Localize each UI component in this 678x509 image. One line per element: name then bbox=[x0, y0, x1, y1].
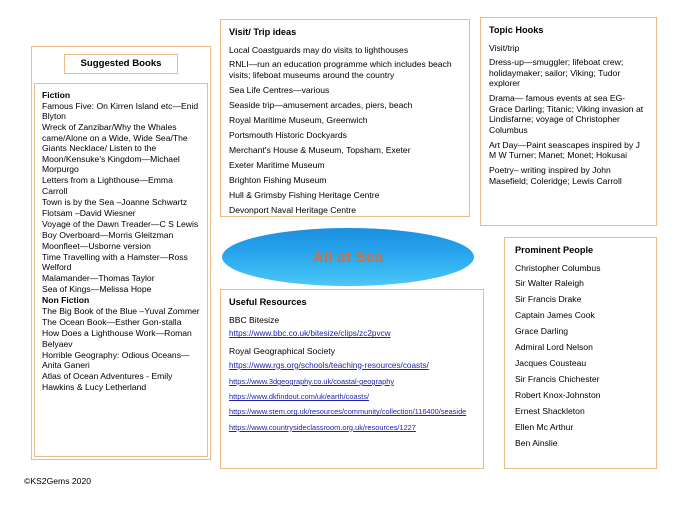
list-item: Sir Francis Drake bbox=[515, 294, 582, 305]
resource-label: BBC Bitesize bbox=[229, 314, 280, 325]
list-item: Seaside trip—amusement arcades, piers, beach bbox=[229, 99, 413, 110]
resource-link[interactable]: https://www.stem.org.uk/resources/community/collection/116400/seaside bbox=[229, 407, 467, 417]
list-item: Boy Overboard—Morris Gleitzman bbox=[42, 229, 174, 240]
list-item: Christopher Columbus bbox=[515, 262, 601, 273]
list-item: Merchant's House & Museum, Topsham, Exeter bbox=[229, 144, 411, 155]
list-item: Moonfleet—Usborne version bbox=[42, 240, 151, 251]
resource-link[interactable]: https://www.dkfindout.com/uk/earth/coasts/ bbox=[229, 392, 370, 402]
list-item: Devonport Naval Heritage Centre bbox=[229, 204, 357, 215]
list-item: Ernest Shackleton bbox=[515, 406, 585, 417]
list-item: Time Travelling with a Hamster—Ross Welford bbox=[42, 251, 188, 273]
list-item: Horrible Geography: Odious Oceans—Anita Ganeri bbox=[42, 349, 190, 371]
topic-hooks-title: Topic Hooks bbox=[489, 25, 544, 35]
list-item: Letters from a Lighthouse—Emma Carroll bbox=[42, 175, 173, 196]
list-item: Art Day—Paint seascapes inspired by J M W Turner; Manet; Monet; Hokusai bbox=[489, 139, 640, 161]
list-item: Flotsam –David Wiesner bbox=[42, 207, 136, 218]
list-item: Town is by the Sea –Joanne Schwartz bbox=[42, 196, 188, 207]
list-item: Sir Francis Chichester bbox=[515, 374, 600, 385]
copyright-footer: ©KS2Gems 2020 bbox=[24, 476, 92, 486]
list-item: Poetry– writing inspired by John Masefield; Coleridge; Lewis Carroll bbox=[489, 165, 622, 186]
list-item: Exeter Maritime Museum bbox=[229, 159, 325, 170]
list-item: Hull & Grimsby Fishing Heritage Centre bbox=[229, 189, 380, 200]
list-item: Brighton Fishing Museum bbox=[229, 174, 327, 185]
prominent-people-title: Prominent People bbox=[515, 245, 594, 255]
resource-label: Royal Geographical Society bbox=[229, 345, 336, 356]
list-item: Wreck of Zanzibar/Why the Whales came/Alone on a Wide, Wide Sea/The Giants Necklace/ Listen to the Moon/Kensuke's Kingdom—Michael Morpurgo bbox=[42, 122, 188, 175]
list-item: How Does a Lighthouse Work—Roman Belyaev bbox=[42, 328, 192, 349]
list-item: The Ocean Book—Esther Gon-stalla bbox=[42, 317, 182, 328]
non-fiction-section bbox=[42, 295, 200, 392]
list-item: Sir Walter Raleigh bbox=[515, 278, 584, 289]
visit-trip-ideas-box bbox=[220, 19, 470, 217]
resource-link[interactable]: https://www.3dgeography.co.uk/coastal-geography bbox=[229, 376, 395, 386]
useful-resources-box bbox=[220, 289, 484, 469]
list-item: Jacques Cousteau bbox=[515, 358, 587, 369]
list-item: Dress-up—smuggler; lifeboat crew; holidaymaker; sailor; Viking; Tudor explorer bbox=[489, 57, 624, 89]
list-item: Portsmouth Historic Dockyards bbox=[229, 129, 347, 140]
list-item: Drama— famous events at sea EG- Grace Darling; Titanic; Viking invasion at Lindisfarne; voyage of Christopher Columbus bbox=[489, 93, 644, 135]
list-item: Local Coastguards may do visits to lighthouses bbox=[229, 44, 409, 55]
visit-trip-title: Visit/ Trip ideas bbox=[229, 27, 297, 37]
list-item: The Big Book of the Blue –Yuval Zommer bbox=[42, 306, 200, 317]
center-topic-ellipse bbox=[222, 228, 474, 286]
list-item: Sea Life Centres—various bbox=[229, 84, 330, 95]
suggested-books-header bbox=[64, 54, 178, 74]
list-item: RNLI—run an education programme which includes beach visits; lifeboat museums around the country bbox=[229, 59, 452, 80]
list-item: Voyage of the Dawn Treader—C S Lewis bbox=[42, 218, 199, 229]
list-item: Visit/trip bbox=[489, 42, 520, 53]
non-fiction-heading: Non Fiction bbox=[42, 295, 90, 306]
list-item: Captain James Cook bbox=[515, 310, 595, 321]
list-item: Robert Knox-Johnston bbox=[515, 390, 601, 401]
suggested-books-list-box bbox=[34, 83, 208, 457]
list-item: Ellen Mc Arthur bbox=[515, 422, 574, 433]
resource-link[interactable]: https://www.rgs.org/schools/teaching-resources/coasts/ bbox=[229, 360, 429, 370]
list-item: Royal Maritime Museum, Greenwich bbox=[229, 114, 368, 125]
list-item: Ben Ainslie bbox=[515, 438, 558, 449]
resource-link[interactable]: https://www.countrysideclassroom.org.uk/resources/1227 bbox=[229, 422, 416, 432]
list-item: Sea of Kings—Melissa Hope bbox=[42, 284, 152, 295]
useful-resources-title: Useful Resources bbox=[229, 297, 307, 307]
list-item: Admiral Lord Nelson bbox=[515, 342, 593, 353]
fiction-heading: Fiction bbox=[42, 90, 71, 100]
prominent-people-box bbox=[504, 237, 657, 469]
list-item: Malamander—Thomas Taylor bbox=[42, 273, 155, 284]
list-item: Grace Darling bbox=[515, 326, 569, 337]
list-item: Famous Five: On Kirren Island etc—Enid Blyton bbox=[42, 100, 199, 122]
center-topic-label: All at Sea bbox=[312, 248, 384, 266]
list-item: Atlas of Ocean Adventures - Emily Hawkins & Lucy Letherland bbox=[42, 371, 173, 392]
resource-link[interactable]: https://www.bbc.co.uk/bitesize/clips/zc2pvcw bbox=[229, 329, 391, 339]
suggested-books-title: Suggested Books bbox=[80, 58, 162, 69]
topic-hooks-box bbox=[480, 17, 657, 226]
fiction-section bbox=[42, 90, 200, 295]
